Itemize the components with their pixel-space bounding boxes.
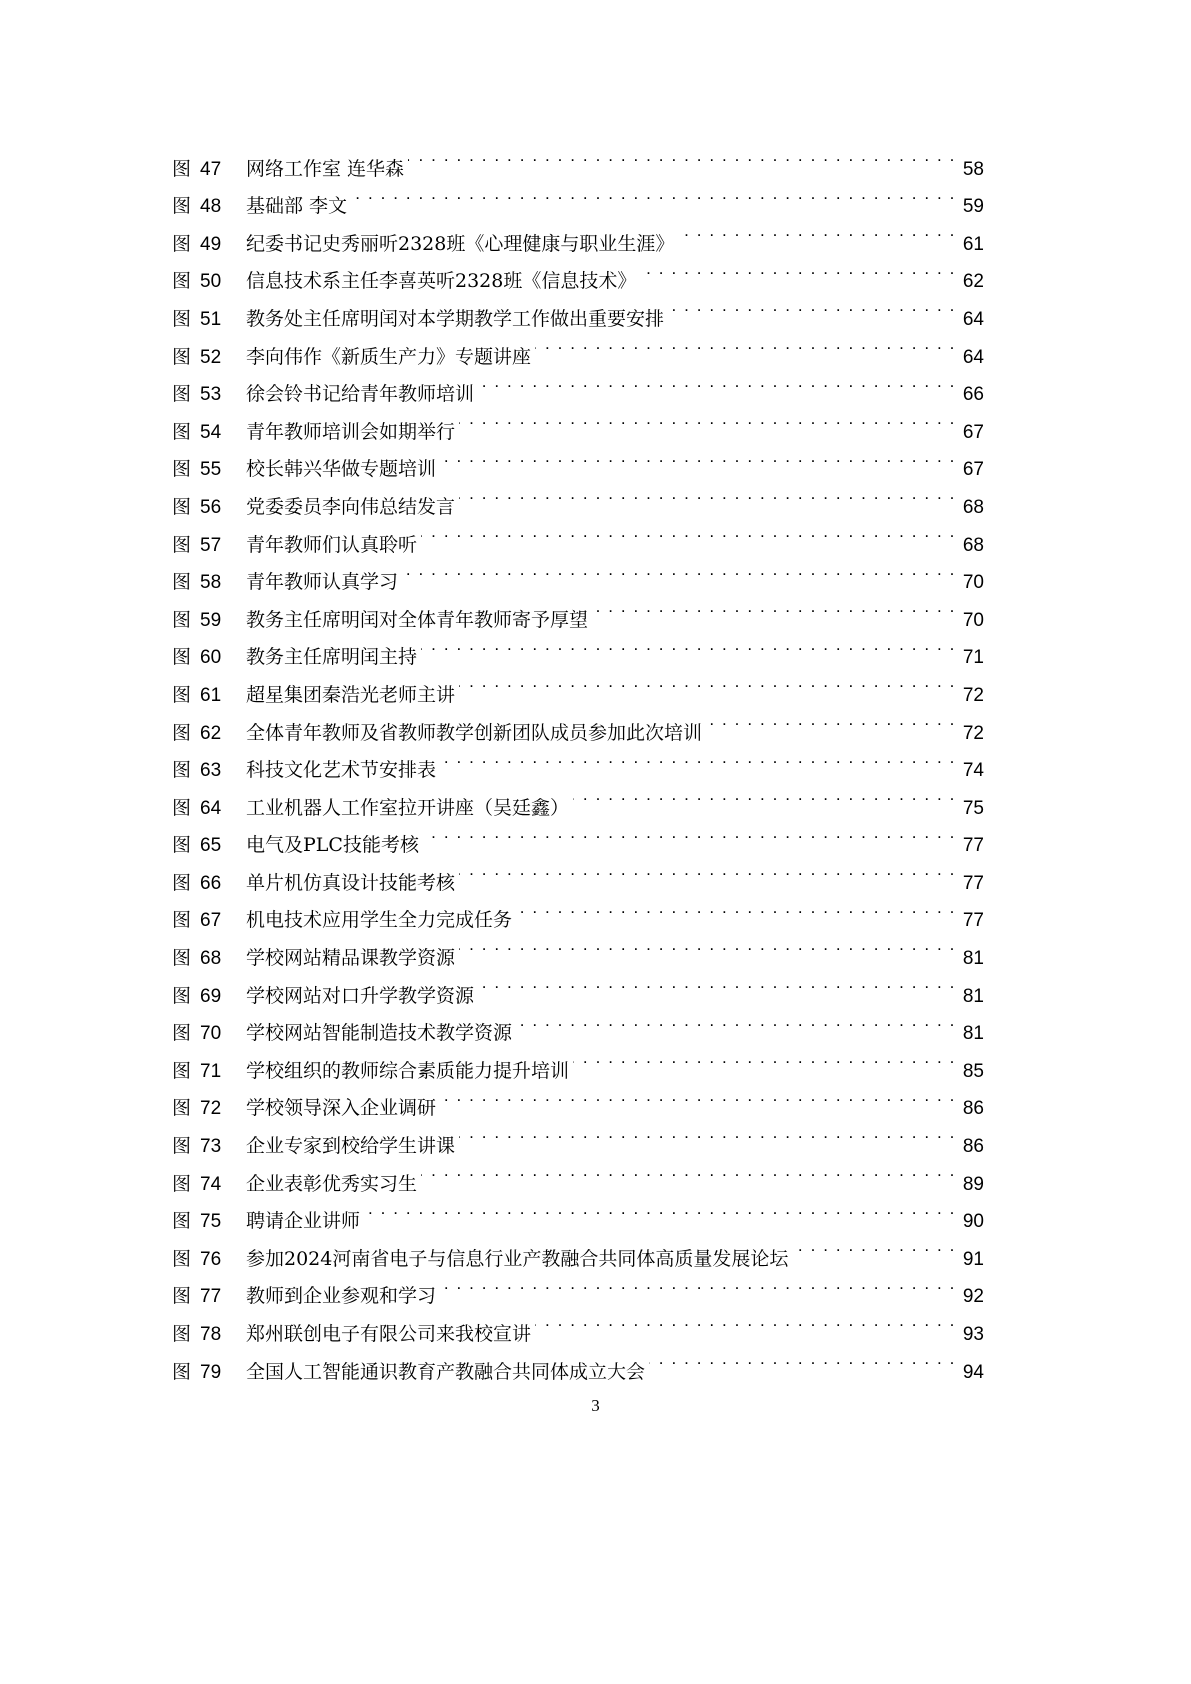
figure-page-number[interactable]: 67 [962, 459, 984, 481]
figure-title[interactable]: 徐会铃书记给青年教师培训 [246, 383, 475, 406]
figure-prefix: 图 [172, 871, 192, 894]
dot-leader [459, 1114, 956, 1152]
figure-number: 72 [200, 1098, 222, 1120]
figure-page-number[interactable]: 94 [962, 1361, 984, 1383]
figure-prefix: 图 [172, 834, 192, 857]
figure-number: 75 [200, 1211, 222, 1233]
figure-prefix: 图 [172, 195, 192, 218]
dot-leader [535, 325, 956, 363]
figure-title[interactable]: 学校网站对口升学教学资源 [246, 984, 475, 1007]
figure-prefix: 图 [172, 1323, 192, 1345]
figure-prefix: 图 [172, 683, 192, 706]
figure-number: 63 [200, 760, 222, 782]
dot-leader [535, 1302, 956, 1340]
figure-title[interactable]: 学校网站精品课教学资源 [246, 947, 456, 970]
toc-entry[interactable] [172, 137, 984, 180]
figure-title[interactable]: 聘请企业讲师 [246, 1210, 361, 1233]
dot-leader [678, 212, 956, 250]
figure-title[interactable]: 青年教师认真学习 [246, 571, 399, 594]
figure-page-number[interactable]: 86 [962, 1098, 984, 1120]
dot-leader [478, 964, 956, 1002]
figure-prefix: 图 [172, 270, 192, 293]
figure-prefix: 图 [172, 721, 192, 744]
figure-page-number[interactable]: 86 [962, 1136, 984, 1158]
figure-page-number[interactable]: 85 [962, 1060, 984, 1082]
dot-leader [440, 438, 956, 476]
figure-prefix: 图 [172, 759, 192, 782]
dot-leader [423, 814, 956, 852]
dot-leader [351, 175, 956, 213]
dot-leader [440, 1265, 956, 1303]
figure-page-number[interactable]: 72 [962, 722, 984, 744]
dot-leader [478, 363, 956, 401]
figure-number: 53 [200, 384, 222, 406]
dot-leader [640, 250, 956, 288]
figure-title[interactable]: 超星集团秦浩光老师主讲 [246, 683, 456, 706]
dot-leader [516, 1002, 956, 1040]
figure-prefix: 图 [172, 345, 192, 368]
figure-prefix: 图 [172, 1059, 192, 1082]
figure-prefix: 图 [172, 1097, 192, 1120]
figure-prefix: 图 [172, 533, 192, 556]
figure-page-number[interactable]: 66 [962, 384, 984, 406]
figure-prefix: 图 [172, 420, 192, 443]
dot-leader [408, 137, 956, 175]
figure-title[interactable]: 机电技术应用学生全力完成任务 [246, 909, 513, 932]
figure-title[interactable]: 纪委书记史秀丽听2328班《心理健康与职业生涯》 [246, 232, 675, 255]
figure-page-number[interactable]: 89 [962, 1173, 984, 1195]
figure-number: 62 [200, 722, 222, 744]
figure-title[interactable]: 学校组织的教师综合素质能力提升培训 [246, 1059, 570, 1082]
figure-number: 52 [200, 346, 222, 368]
figure-number: 73 [200, 1136, 222, 1158]
figure-page-number[interactable]: 58 [962, 158, 984, 180]
figure-title[interactable]: 企业专家到校给学生讲课 [246, 1135, 456, 1158]
dot-leader [459, 851, 956, 889]
figure-page-number[interactable]: 81 [962, 1023, 984, 1045]
figure-prefix: 图 [172, 157, 192, 180]
figure-prefix: 图 [172, 571, 192, 594]
figure-prefix: 图 [172, 984, 192, 1007]
figure-title[interactable]: 教师到企业参观和学习 [246, 1285, 437, 1308]
figure-prefix: 图 [172, 458, 192, 481]
dot-leader [649, 1340, 956, 1378]
dot-leader [459, 926, 956, 964]
dot-leader [364, 1190, 956, 1228]
figure-title[interactable]: 青年教师们认真聆听 [246, 533, 418, 556]
figure-prefix: 图 [172, 1285, 192, 1308]
figure-title[interactable]: 单片机仿真设计技能考核 [246, 871, 456, 894]
figure-title[interactable]: 郑州联创电子有限公司来我校宣讲 [246, 1323, 532, 1345]
figure-title[interactable]: 教务处主任席明闰对本学期教学工作做出重要安排 [246, 307, 665, 330]
list-of-figures [172, 137, 984, 1383]
dot-leader [459, 475, 956, 513]
figure-page-number[interactable]: 71 [962, 647, 984, 669]
figure-title[interactable]: 学校领导深入企业调研 [246, 1097, 437, 1120]
figure-title[interactable]: 工业机器人工作室拉开讲座（吴廷鑫） [246, 796, 570, 819]
dot-leader [668, 287, 956, 325]
figure-number: 51 [200, 308, 222, 330]
dot-leader [421, 626, 956, 664]
figure-page-number[interactable]: 81 [962, 985, 984, 1007]
figure-page-number[interactable]: 67 [962, 421, 984, 443]
figure-title[interactable]: 参加2024河南省电子与信息行业产教融合共同体高质量发展论坛 [246, 1247, 789, 1270]
figure-prefix: 图 [172, 608, 192, 631]
figure-number: 66 [200, 872, 222, 894]
figure-number: 79 [200, 1361, 222, 1383]
figure-title[interactable]: 党委委员李向伟总结发言 [246, 495, 456, 518]
figure-title[interactable]: 电气及PLC技能考核 [246, 834, 419, 857]
figure-title[interactable]: 教务主任席明闰对全体青年教师寄予厚望 [246, 608, 589, 631]
figure-page-number[interactable]: 70 [962, 609, 984, 631]
figure-page-number[interactable]: 68 [962, 534, 984, 556]
figure-page-number[interactable]: 62 [962, 271, 984, 293]
figure-number: 47 [200, 158, 222, 180]
dot-leader [421, 1152, 956, 1190]
figure-prefix: 图 [172, 646, 192, 669]
figure-number: 55 [200, 459, 222, 481]
dot-leader [440, 1077, 956, 1115]
dot-leader [421, 513, 956, 551]
figure-number: 57 [200, 534, 222, 556]
dot-leader [573, 776, 956, 814]
figure-number: 56 [200, 496, 222, 518]
figure-title[interactable]: 李向伟作《新质生产力》专题讲座 [246, 345, 532, 368]
dot-leader [440, 739, 956, 777]
figure-number: 71 [200, 1060, 222, 1082]
figure-title[interactable]: 基础部 李文 [246, 195, 348, 218]
dot-leader [459, 663, 956, 701]
dot-leader [459, 400, 956, 438]
figure-title[interactable]: 校长韩兴华做专题培训 [246, 458, 437, 481]
figure-page-number[interactable]: 59 [962, 196, 984, 218]
figure-page-number[interactable]: 75 [962, 797, 984, 819]
figure-page-number[interactable]: 61 [962, 233, 984, 255]
figure-number: 67 [200, 910, 222, 932]
figure-prefix: 图 [172, 383, 192, 406]
figure-prefix: 图 [172, 307, 192, 330]
figure-number: 61 [200, 684, 222, 706]
figure-title[interactable]: 企业表彰优秀实习生 [246, 1172, 418, 1195]
figure-page-number[interactable]: 64 [962, 308, 984, 330]
figure-page-number[interactable]: 92 [962, 1286, 984, 1308]
figure-title[interactable]: 信息技术系主任李喜英听2328班《信息技术》 [246, 270, 637, 293]
dot-leader [706, 701, 956, 739]
figure-title[interactable]: 网络工作室 连华森 [246, 157, 405, 180]
dot-leader [792, 1227, 956, 1265]
figure-number: 64 [200, 797, 222, 819]
figure-number: 77 [200, 1286, 222, 1308]
figure-prefix: 图 [172, 232, 192, 255]
figure-title[interactable]: 全国人工智能通识教育产教融合共同体成立大会 [246, 1360, 646, 1383]
figure-number: 74 [200, 1173, 222, 1195]
figure-title[interactable]: 全体青年教师及省教师教学创新团队成员参加此次培训 [246, 721, 703, 744]
figure-title[interactable]: 青年教师培训会如期举行 [246, 420, 456, 443]
figure-page-number[interactable]: 77 [962, 910, 984, 932]
figure-number: 50 [200, 271, 222, 293]
figure-page-number[interactable]: 81 [962, 948, 984, 970]
figure-prefix: 图 [172, 1360, 192, 1383]
figure-title[interactable]: 科技文化艺术节安排表 [246, 759, 437, 782]
figure-prefix: 图 [172, 1135, 192, 1158]
figure-number: 48 [200, 196, 222, 218]
figure-prefix: 图 [172, 1210, 192, 1233]
figure-page-number[interactable]: 93 [962, 1324, 984, 1345]
figure-page-number[interactable]: 68 [962, 496, 984, 518]
figure-number: 65 [200, 835, 222, 857]
figure-number: 59 [200, 609, 222, 631]
figure-prefix: 图 [172, 1247, 192, 1270]
figure-page-number[interactable]: 74 [962, 760, 984, 782]
figure-page-number[interactable]: 64 [962, 346, 984, 368]
figure-prefix: 图 [172, 796, 192, 819]
dot-leader [573, 1039, 956, 1077]
figure-prefix: 图 [172, 1172, 192, 1195]
figure-number: 68 [200, 948, 222, 970]
figure-number: 76 [200, 1248, 222, 1270]
figure-page-number[interactable]: 77 [962, 872, 984, 894]
figure-number: 58 [200, 572, 222, 594]
figure-number: 70 [200, 1023, 222, 1045]
figure-number: 54 [200, 421, 222, 443]
figure-prefix: 图 [172, 495, 192, 518]
figure-page-number[interactable]: 91 [962, 1248, 984, 1270]
figure-number: 78 [200, 1324, 222, 1345]
figure-page-number[interactable]: 77 [962, 835, 984, 857]
figure-title[interactable]: 教务主任席明闰主持 [246, 646, 418, 669]
dot-leader [402, 551, 956, 589]
dot-leader [592, 588, 956, 626]
figure-prefix: 图 [172, 909, 192, 932]
figure-prefix: 图 [172, 1022, 192, 1045]
page-number: 3 [591, 1396, 600, 1415]
figure-number: 69 [200, 985, 222, 1007]
figure-page-number[interactable]: 70 [962, 572, 984, 594]
figure-page-number[interactable]: 90 [962, 1211, 984, 1233]
figure-prefix: 图 [172, 947, 192, 970]
figure-page-number[interactable]: 72 [962, 684, 984, 706]
figure-title[interactable]: 学校网站智能制造技术教学资源 [246, 1022, 513, 1045]
dot-leader [516, 889, 956, 927]
figure-number: 60 [200, 647, 222, 669]
figure-number: 49 [200, 233, 222, 255]
